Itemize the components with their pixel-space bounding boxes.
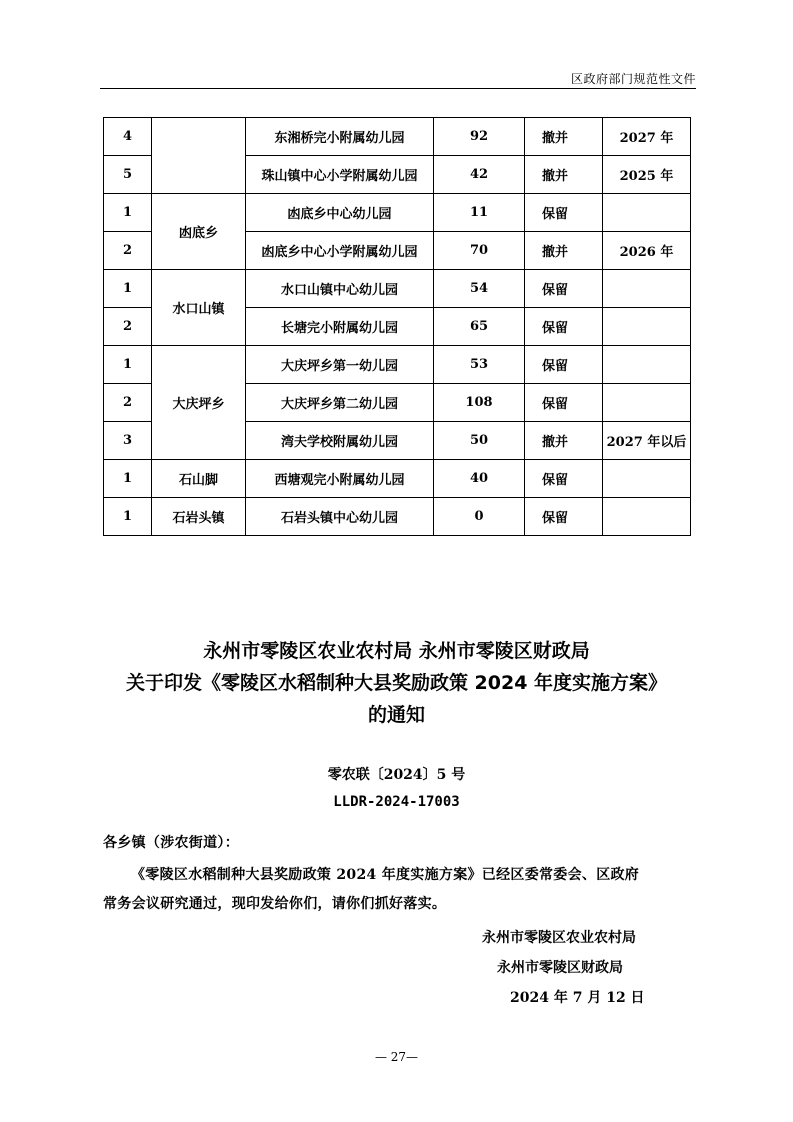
year-cell <box>603 308 691 346</box>
child-count: 54 <box>434 270 525 308</box>
row-index: 3 <box>104 422 152 460</box>
action-cell: 保留 <box>525 384 603 422</box>
kindergarten-name: 西塘观完小附属幼儿园 <box>246 460 434 498</box>
doc-number: 零农联〔2024〕5 号 <box>327 767 466 783</box>
child-count: 92 <box>434 118 525 156</box>
table-row <box>104 118 691 156</box>
kindergarten-name: 珠山镇中心小学附属幼儿园 <box>246 156 434 194</box>
kindergarten-name: 凼底乡中心幼儿园 <box>246 194 434 232</box>
child-count: 40 <box>434 460 525 498</box>
action-cell: 保留 <box>525 498 603 536</box>
kindergarten-name: 湾夫学校附属幼儿园 <box>246 422 434 460</box>
kindergarten-name: 大庆坪乡第一幼儿园 <box>246 346 434 384</box>
body-line-2: 常务会议研究通过，现印发给你们，请你们抓好落实。 <box>103 896 447 912</box>
year-cell <box>603 270 691 308</box>
year-cell <box>603 384 691 422</box>
town-cell: 石岩头镇 <box>152 498 246 536</box>
header-rule <box>100 88 696 89</box>
row-index: 2 <box>104 308 152 346</box>
action-cell: 撤并 <box>525 422 603 460</box>
row-index: 4 <box>104 118 152 156</box>
year-cell <box>603 460 691 498</box>
year-cell <box>603 346 691 384</box>
issue-date: 2024 年 7 月 12 日 <box>510 990 645 1006</box>
kindergarten-name: 大庆坪乡第二幼儿园 <box>246 384 434 422</box>
row-index: 1 <box>104 270 152 308</box>
action-cell: 保留 <box>525 270 603 308</box>
child-count: 53 <box>434 346 525 384</box>
town-cell <box>152 118 246 194</box>
kindergarten-name: 东湘桥完小附属幼儿园 <box>246 118 434 156</box>
action-cell: 保留 <box>525 308 603 346</box>
year-cell <box>603 194 691 232</box>
kindergarten-table <box>103 117 691 536</box>
salutation: 各乡镇（涉农街道）： <box>103 835 239 851</box>
child-count: 11 <box>434 194 525 232</box>
kindergarten-name: 水口山镇中心幼儿园 <box>246 270 434 308</box>
row-index: 2 <box>104 232 152 270</box>
action-cell: 保留 <box>525 460 603 498</box>
child-count: 50 <box>434 422 525 460</box>
year-cell: 2027 年 <box>603 118 691 156</box>
notice-title-line1: 永州市零陵区农业农村局 永州市零陵区财政局 <box>203 640 590 662</box>
action-cell: 撤并 <box>525 118 603 156</box>
action-cell: 保留 <box>525 346 603 384</box>
page-number: — 27— <box>374 1050 419 1064</box>
year-cell: 2026 年 <box>603 232 691 270</box>
signature-agri-bureau: 永州市零陵区农业农村局 <box>482 930 636 946</box>
doc-code: LLDR-2024-17003 <box>333 794 460 810</box>
notice-title-line3: 的通知 <box>367 704 425 726</box>
child-count: 42 <box>434 156 525 194</box>
signature-finance-bureau: 永州市零陵区财政局 <box>497 960 623 976</box>
town-cell: 凼底乡 <box>152 194 246 270</box>
row-index: 5 <box>104 156 152 194</box>
table-row <box>104 460 691 498</box>
notice-title-line2: 关于印发《零陵区水稻制种大县奖励政策 2024 年度实施方案》 <box>125 672 668 694</box>
kindergarten-name: 石岩头镇中心幼儿园 <box>246 498 434 536</box>
table-row <box>104 346 691 384</box>
row-index: 1 <box>104 346 152 384</box>
table-row <box>104 194 691 232</box>
row-index: 1 <box>104 460 152 498</box>
row-index: 2 <box>104 384 152 422</box>
child-count: 70 <box>434 232 525 270</box>
year-cell: 2025 年 <box>603 156 691 194</box>
year-cell: 2027 年以后 <box>603 422 691 460</box>
child-count: 65 <box>434 308 525 346</box>
row-index: 1 <box>104 194 152 232</box>
header-title: 区政府部门规范性文件 <box>570 72 696 86</box>
child-count: 0 <box>434 498 525 536</box>
action-cell: 撤并 <box>525 232 603 270</box>
action-cell: 撤并 <box>525 156 603 194</box>
child-count: 108 <box>434 384 525 422</box>
town-cell: 大庆坪乡 <box>152 346 246 460</box>
table-row <box>104 270 691 308</box>
kindergarten-name: 长塘完小附属幼儿园 <box>246 308 434 346</box>
action-cell: 保留 <box>525 194 603 232</box>
town-cell: 水口山镇 <box>152 270 246 346</box>
town-cell: 石山脚 <box>152 460 246 498</box>
row-index: 1 <box>104 498 152 536</box>
kindergarten-name: 凼底乡中心小学附属幼儿园 <box>246 232 434 270</box>
year-cell <box>603 498 691 536</box>
table-row <box>104 498 691 536</box>
body-line-1: 《零陵区水稻制种大县奖励政策 2024 年度实施方案》已经区委常委会、区政府 <box>131 867 640 883</box>
